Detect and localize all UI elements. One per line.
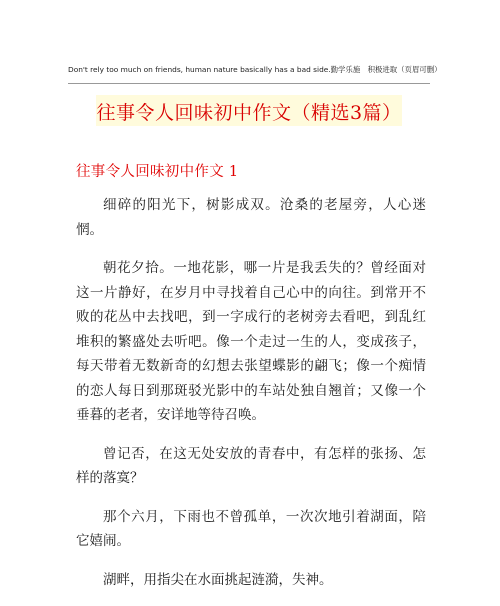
paragraph-1: 细碎的阳光下，树影成双。沧桑的老屋旁，人心迷惘。 xyxy=(76,197,426,238)
body-text xyxy=(76,193,426,606)
paragraph-3: 曾记否，在这无处安放的青春中，有怎样的张扬、怎样的落寞？ xyxy=(76,445,426,486)
page-header-motto: Don't rely too much on friends, human nature basically has a bad side.勤学乐施 积极进取（页眉可删） xyxy=(68,65,442,74)
section-heading: 往事令人回味初中作文 1 xyxy=(76,164,239,180)
paragraph-2: 朝花夕拾。一地花影，哪一片是我丢失的？曾经面对这一片静好，在岁月中寻找着自己心中的向往。到常开不败的花丛中去找吧，到一字成行的老树旁去看吧，到乱红堆积的繁盛处去听吧。像一个走过一生的人，变成孩子，每天带着无数新奇的幻想去张望蝶影的翩飞；像一个痴情的恋人每日到那斑驳光影中的车站处独自翘首；又像一个垂暮的老者，安详地等待召唤。 xyxy=(76,260,426,423)
document-title: 往事令人回味初中作文（精选3篇） xyxy=(96,102,402,124)
paragraph-4: 那个六月，下雨也不曾孤单，一次次地引着湖面，陪它嬉闹。 xyxy=(76,508,426,549)
header-divider xyxy=(68,83,430,84)
paragraph-5: 湖畔，用指尖在水面挑起涟漪，失神。 xyxy=(103,571,333,588)
